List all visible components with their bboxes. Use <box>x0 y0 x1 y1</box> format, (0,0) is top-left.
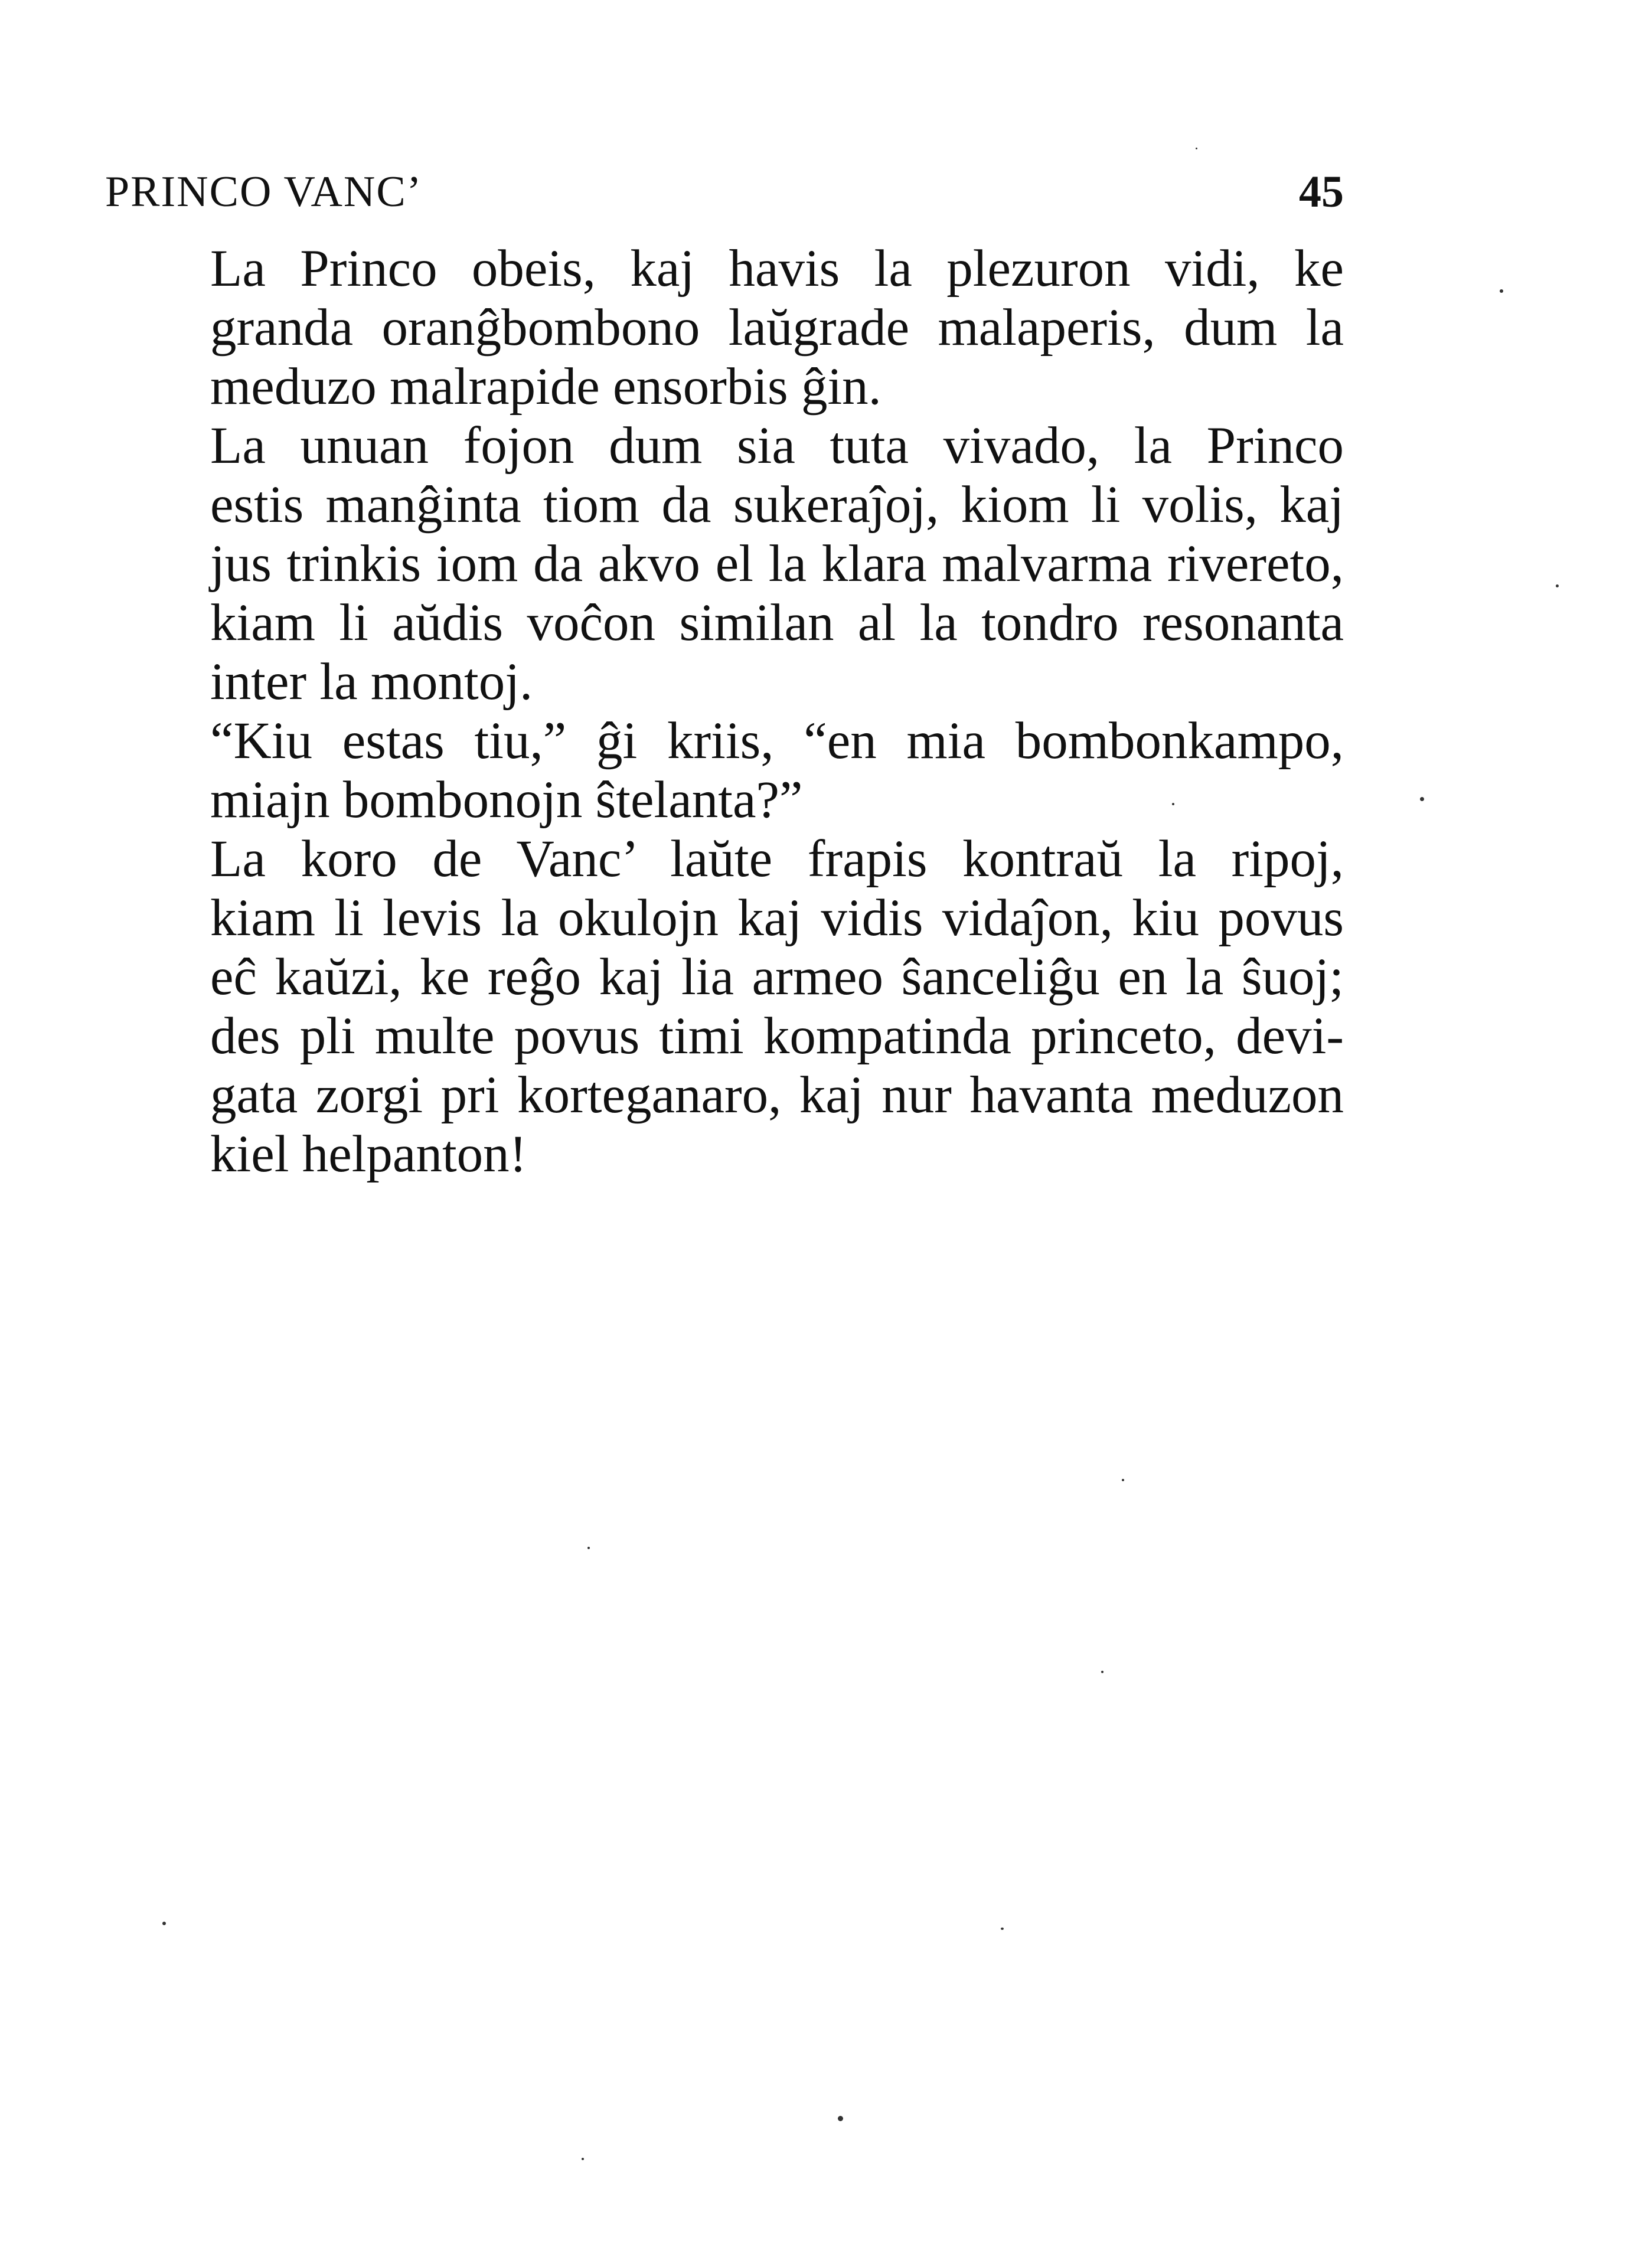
text-line: gata zorgi pri korteganaro, kaj nur havanta meduzon <box>210 1066 1344 1124</box>
scan-speck <box>1556 584 1559 587</box>
text-line: inter la montoj. <box>210 653 533 711</box>
scan-speck <box>1101 1671 1103 1673</box>
scan-speck <box>1420 797 1424 801</box>
scan-speck <box>838 2116 843 2121</box>
paragraph-1 <box>105 239 1344 416</box>
text-line: estis manĝinta tiom da sukeraĵoj, kiom li volis, kaj <box>210 476 1344 534</box>
running-title: PRINCO VANC’ <box>105 168 423 216</box>
text-line: La koro de Vanc’ laŭte frapis kontraŭ la ripoj, <box>210 830 1344 888</box>
scan-speck <box>582 2158 584 2160</box>
page-number: 45 <box>1299 167 1344 217</box>
scan-speck <box>1172 803 1174 805</box>
text-line: kiam li aŭdis voĉon similan al la tondro resonanta <box>210 594 1344 652</box>
text-line: “Kiu estas tiu,” ĝi kriis, “en mia bombonkampo, <box>210 712 1344 770</box>
text-line: La unuan fojon dum sia tuta vivado, la Princo <box>210 417 1344 475</box>
text-line: La Princo obeis, kaj havis la plezuron vidi, ke <box>210 240 1344 298</box>
body-text <box>105 239 1344 1184</box>
text-line: miajn bombonojn ŝtelanta?” <box>210 771 803 829</box>
text-line: kiel helpanton! <box>210 1125 527 1183</box>
scan-speck <box>1196 148 1197 149</box>
paragraph-2 <box>105 416 1344 711</box>
paragraph-3 <box>105 711 1344 829</box>
text-line: eĉ kaŭzi, ke reĝo kaj lia armeo ŝanceliĝu en la ŝuoj; <box>210 948 1344 1006</box>
scan-speck <box>1122 1479 1124 1481</box>
text-line: meduzo malrapide ensorbis ĝin. <box>210 358 881 416</box>
page-header <box>105 159 1344 224</box>
scan-speck <box>162 1922 166 1925</box>
paragraph-4 <box>105 829 1344 1184</box>
text-line: des pli multe povus timi kompatinda princeto, devi- <box>210 1007 1344 1065</box>
scan-speck <box>1500 289 1503 293</box>
scan-speck <box>1001 1928 1004 1930</box>
text-line: jus trinkis iom da akvo el la klara malvarma rivereto, <box>210 535 1344 593</box>
text-line: kiam li levis la okulojn kaj vidis vidaĵon, kiu povus <box>210 889 1344 947</box>
text-line: granda oranĝbombono laŭgrade malaperis, dum la <box>210 299 1344 357</box>
scan-speck <box>587 1547 590 1549</box>
